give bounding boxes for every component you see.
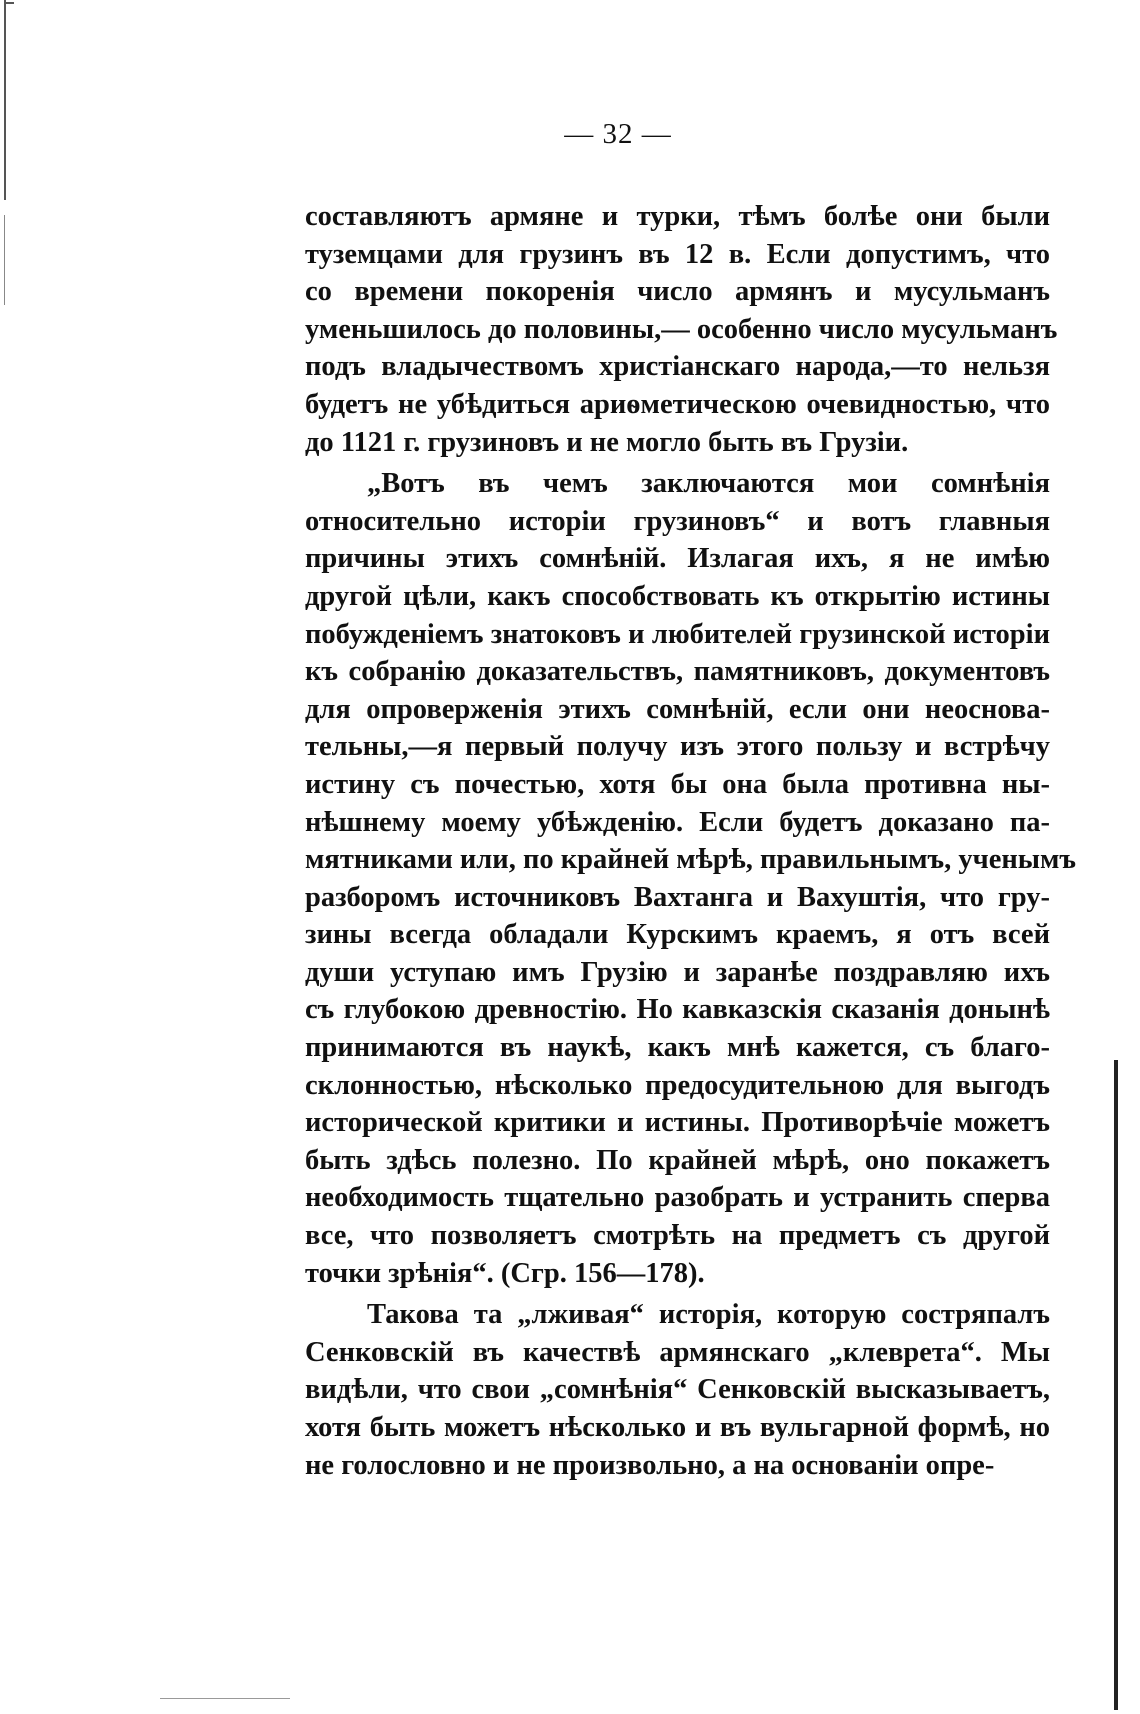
- scan-edge-mark: [160, 1698, 290, 1699]
- scan-edge-mark: [4, 0, 6, 200]
- text-line: необходимость тщательно разобрать и устранить сперва: [305, 1182, 1050, 1214]
- text-line: Сенковскій въ качествѣ армянскаго „клеврета“. Мы: [305, 1336, 1050, 1368]
- text-line: до 1121 г. грузиновъ и не могло быть въ Грузіи.: [305, 426, 909, 458]
- text-line: составляютъ армяне и турки, тѣмъ болѣе они были: [305, 201, 1050, 232]
- paragraph: [305, 1296, 1050, 1484]
- text-line: быть здѣсь полезно. По крайней мѣрѣ, оно покажетъ: [305, 1144, 1050, 1176]
- text-line: точки зрѣнія“. (Сгр. 156—178).: [305, 1257, 705, 1289]
- text-line: тельны,—я первый получу изъ этого пользу и встрѣчу: [305, 731, 1050, 763]
- page-number: [0, 118, 1140, 151]
- text-body: [305, 198, 1077, 1484]
- scan-edge-mark: [4, 215, 5, 305]
- text-line: съ глубокою древностію. Но кавказскія сказанія донынѣ: [305, 994, 1050, 1026]
- text-line: души уступаю имъ Грузію и заранѣе поздравляю ихъ: [305, 956, 1050, 988]
- text-line: со времени покоренія число армянъ и мусульманъ: [305, 276, 1050, 308]
- text-line: исторической критики и истины. Противорѣчіе можетъ: [305, 1107, 1050, 1139]
- text-line: уменьшилось до половины,— особенно число мусульманъ: [305, 313, 1058, 345]
- text-line: хотя быть можетъ нѣсколько и въ вульгарной формѣ, но: [305, 1412, 1050, 1443]
- text-line: видѣли, что свои „сомнѣнія“ Сенковскій высказываетъ,: [305, 1374, 1050, 1406]
- text-line: мятниками или, по крайней мѣрѣ, правильнымъ, ученымъ: [305, 844, 1077, 876]
- text-line: причины этихъ сомнѣній. Излагая ихъ, я не имѣю: [305, 543, 1050, 575]
- text-line: относительно исторіи грузиновъ“ и вотъ главныя: [305, 505, 1050, 537]
- page-number-text: — 32 —: [564, 118, 672, 150]
- text-line: къ собранію доказательствъ, памятниковъ, документовъ: [305, 656, 1050, 688]
- text-line: все, что позволяетъ смотрѣть на предметъ съ другой: [305, 1220, 1050, 1252]
- text-line: для опроверженія этихъ сомнѣній, если они неоснова-: [305, 693, 1050, 725]
- text-line: подъ владычествомъ христіанскаго народа,—то нельзя: [305, 351, 1050, 383]
- text-line: не голословно и не произвольно, а на основаніи опре-: [305, 1449, 995, 1481]
- text-line: другой цѣли, какъ способствовать къ открытію истины: [305, 580, 1050, 612]
- text-line: зины всегда обладали Курскимъ краемъ, я отъ всей: [305, 919, 1050, 951]
- text-line: „Вотъ въ чемъ заключаются мои сомнѣнія: [367, 468, 1050, 500]
- text-line: побужденіемъ знатоковъ и любителей грузинской исторіи: [305, 618, 1050, 650]
- text-line: туземцами для грузинъ въ 12 в. Если допустимъ, что: [305, 238, 1050, 270]
- text-line: склонностью, нѣсколько предосудительною для выгодъ: [305, 1069, 1050, 1101]
- text-line: истину съ почестью, хотя бы она была противна ны-: [305, 768, 1050, 800]
- text-line: нѣшнему моему убѣжденію. Если будетъ доказано па-: [305, 806, 1050, 838]
- text-line: принимаются въ наукѣ, какъ мнѣ кажется, съ благо-: [305, 1032, 1050, 1064]
- text-line: Такова та „лживая“ исторія, которую состряпалъ: [367, 1299, 1050, 1331]
- scan-edge-mark: [1114, 1060, 1118, 1710]
- paragraph: [305, 465, 1077, 1292]
- text-line: разборомъ источниковъ Вахтанга и Вахуштія, что гру-: [305, 881, 1050, 913]
- text-line: будетъ не убѣдиться ариѳметическою очевидностью, что: [305, 388, 1050, 420]
- paragraph: [305, 198, 1058, 461]
